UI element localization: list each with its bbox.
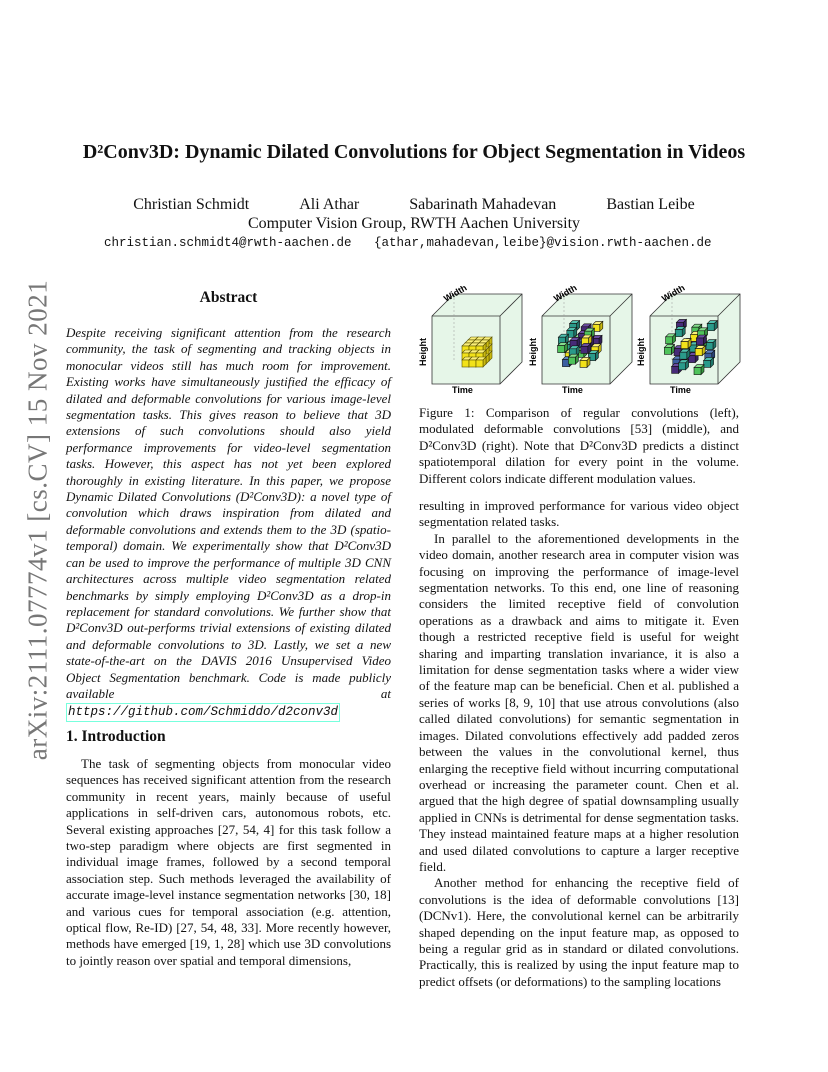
- section-heading-introduction: 1. Introduction: [66, 728, 166, 745]
- axis-label-time: Time: [670, 385, 691, 395]
- axis-label-height: Height: [418, 338, 428, 366]
- abstract-text: Despite receiving significant attention from the research community, the task of segmenting and tracking objects in monocular videos still has much room for improvement. Existing works have simultaneously justified the efficacy of dilated and deformable convolutions for various image-level segmentation tasks. This gives reason to believe that 3D extensions of such convolutions should also yield performance improvements for video-level segmentation tasks. However, this aspect has not yet been explored thoroughly in existing literature. In this paper, we propose Dynamic Dilated Convolutions (D²Conv3D): a novel type of convolution which draws inspiration from dilated and deformable convolutions and extends them to the 3D (spatio-temporal) domain. We experimentally show that D²Conv3D can be used to improve the performance of multiple 3D CNN architectures across multiple video segmentation related benchmarks by simply employing D²Conv3D as a drop-in replacement for standard convolutions. We further show that D²Conv3D out-performs trivial extensions of existing dilated and deformable convolutions to 3D. Lastly, we set a new state-of-the-art on the DAVIS 2016 Unsupervised Video Object Segmentation benchmark. Code is made publicly available at: [66, 325, 391, 701]
- figure-1-graphic: [412, 286, 744, 398]
- kernel-cube: [680, 352, 687, 359]
- author-list: [0, 196, 828, 214]
- paragraph: Another method for enhancing the receptive field of convolutions is the idea of deformable convolutions [13] (DCNv1). Here, the convolutional kernel can be arbitrarily shaped depending on the input feature map, as opposed to being a regular grid as in standard or dilated convolutions. Practically, this is realized by using the input feature map to predict offsets (or deformations) to the sampling locations: [419, 875, 739, 989]
- author-name: Christian Schmidt: [133, 196, 250, 213]
- email-primary[interactable]: christian.schmidt4@rwth-aachen.de: [104, 236, 352, 250]
- code-link[interactable]: https://github.com/Schmiddo/d2conv3d: [66, 703, 340, 721]
- kernel-cube: [679, 363, 686, 370]
- kernel-cube: [672, 366, 679, 373]
- kernel-cube: [695, 349, 702, 356]
- abstract-body: [66, 325, 391, 722]
- kernel-cube: [664, 347, 671, 354]
- figure-1: [412, 286, 744, 398]
- kernel-cube: [580, 360, 587, 367]
- author-name: Bastian Leibe: [606, 196, 695, 213]
- kernel-cube: [696, 338, 703, 345]
- paragraph: In parallel to the aforementioned developments in the video domain, another research area in computer vision was focusing on improving the performance of image-level segmentation networks. To this end, one line of reasoning considers the limited receptive field of convolution operations as a drawback and aims to mitigate it. Even though a restricted receptive field is useful for weight sharing and imparting translation invariance, it is also a limitation for dense segmentation tasks where a wider view of the feature map can be beneficial. Chen et al. published a series of works [8, 9, 10] that use atrous convolutions (also called dilated convolutions) for semantic segmentation in images. Dilated convolutions effectively add padded zeros between the values in the convolutional kernel, thus enlarging the receptive field without incurring computational overhead or increasing the parameter count. Chen et al. argued that the high degree of spatial downsampling usually applied in CNNs is detrimental for dense segmentation tasks. They instead maintained feature maps at a higher resolution and used dilated convolutions to capture a larger receptive field.: [419, 530, 739, 874]
- arxiv-sidebar: [20, 280, 56, 760]
- axis-label-height: Height: [528, 338, 538, 366]
- kernel-cube: [666, 337, 673, 344]
- axis-label-width: Width: [442, 286, 469, 304]
- paper-title: D²Conv3D: Dynamic Dilated Convolutions for Object Segmentation in Videos: [82, 141, 746, 163]
- kernel-cube: [707, 324, 714, 331]
- affiliation: Computer Vision Group, RWTH Aachen University: [247, 215, 581, 232]
- email-group[interactable]: {athar,mahadevan,leibe}@vision.rwth-aachen.de: [374, 236, 712, 250]
- axis-label-time: Time: [452, 385, 473, 395]
- kernel-cube: [675, 330, 682, 337]
- kernel-cube: [704, 360, 711, 367]
- kernel-cube: [681, 342, 688, 349]
- author-name: Sabarinath Mahadevan: [409, 196, 557, 213]
- introduction-body: The task of segmenting objects from monocular video sequences has received significant attention from the research community in recent years, mainly because of useful applications in self-driven cars, autonomous robots, etc. Several existing approaches [27, 54, 4] for this task follow a two-step paradigm where objects are first segmented in individual image frames, followed by a second temporal association step. Such methods leveraged the availability of accurate image-level instance segmentation networks [30, 18] and various cues for temporal association (e.g. attention, optical flow, Re-ID) [27, 54, 48, 33]. More recently however, methods have emerged [19, 1, 28] which use 3D convolutions to jointly reason over spatial and temporal dimensions,: [66, 756, 391, 968]
- axis-label-height: Height: [636, 338, 646, 366]
- kernel-cube: [558, 346, 565, 353]
- kernel-cube: [469, 360, 476, 367]
- kernel-cube: [706, 343, 713, 350]
- author-name: Ali Athar: [299, 196, 360, 213]
- kernel-cube: [568, 357, 575, 364]
- kernel-cube: [694, 368, 701, 375]
- axis-label-time: Time: [562, 385, 583, 395]
- paragraph: resulting in improved performance for various video object segmentation related tasks.: [419, 498, 739, 530]
- email-line: [104, 236, 714, 250]
- kernel-cube: [476, 360, 483, 367]
- arxiv-identifier: arXiv:2111.07774v1 [cs.CV] 15 Nov 2021: [22, 279, 53, 761]
- abstract-heading: Abstract: [199, 289, 258, 306]
- axis-label-width: Width: [552, 286, 579, 304]
- axis-label-width: Width: [660, 286, 687, 304]
- kernel-cube: [581, 346, 588, 353]
- kernel-cube: [462, 360, 469, 367]
- figure-1-caption: Figure 1: Comparison of regular convolutions (left), modulated deformable convolutions [53] (middle), and D²Conv3D (right). Note that D²Conv3D predicts a distinct spatiotemporal dilation for every point in the volume. Different colors indicate different modulation values.: [419, 405, 739, 486]
- right-column-body: [419, 498, 739, 990]
